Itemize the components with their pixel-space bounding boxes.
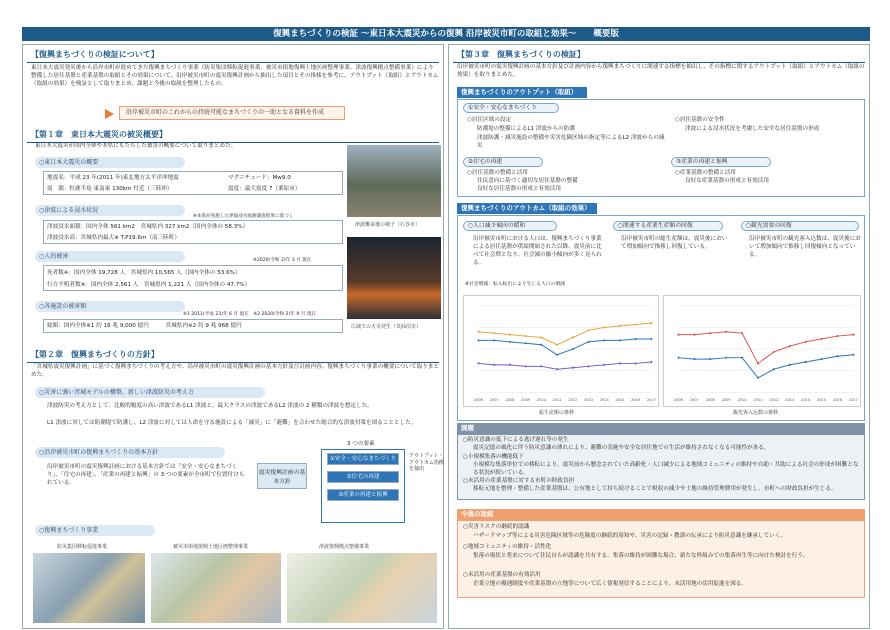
flood-row-1: 津波浸水面積：国内全体 561 km2 宮城県内 327 km2（国内全体の 58.3%） <box>47 224 249 230</box>
element-1: ①安全・安心なまちづくり <box>327 453 399 465</box>
output-3-sub: ○産業基盤の整備と活用 <box>675 170 736 176</box>
data-point <box>572 336 574 338</box>
data-point <box>836 355 838 357</box>
x-tick-label: 2006 <box>474 398 483 403</box>
future-2-heading: ○地域コミュニティの維持・活性化 <box>463 544 552 550</box>
data-point <box>540 336 542 338</box>
data-point <box>540 365 542 367</box>
x-tick-label: 2013 <box>785 398 795 403</box>
issue-1-heading: ○防災意識の低下による逃げ遅れ等の発生 <box>463 437 569 443</box>
output-3-heading: ③産業の再建と振興 <box>671 157 771 167</box>
chart-tourism-label: 観光客入込数の推移 <box>733 410 779 416</box>
data-point <box>789 364 791 366</box>
flood-heading: ○津波による浸水状況 <box>35 205 185 216</box>
human-row-1: 死者数※：国内全体 19,728 人 宮城県内 10,565 人（国内全体の 53.6%） <box>47 270 241 276</box>
overview-row-2b: 震度：最大震度 7（栗原市） <box>228 186 301 192</box>
x-tick-label: 2010 <box>737 398 747 403</box>
future-3-bullet: 企業立地の優遇制度や産業基盤の立地等について広く情報発信することにより、未活用地の活用促進を図る。 <box>473 581 747 587</box>
output-3-bullet: 良好な産業基盤の形成と有効活用 <box>685 178 769 184</box>
outcome-1-heading: ○人口減少傾向の緩和 <box>463 221 557 231</box>
data-point <box>820 338 822 340</box>
right-column <box>448 44 870 629</box>
project-3-image <box>287 553 437 623</box>
data-point <box>477 339 479 341</box>
data-point <box>635 323 637 325</box>
data-point <box>540 344 542 346</box>
x-tick-label: 2007 <box>689 398 699 403</box>
outcome-3-bullet: 沿岸被災市町の観光客入込数は、震災後において増加傾向で推移し回復傾向となっている。 <box>749 236 861 258</box>
intro-text: 東日本大震災発災後から沿岸市町が進めてきた復興まちづくり事業（防災集団移転促進事業、被災市街地復興土地区画整理事業、津波復興拠点整備事業）により整備した居住基盤と産業基盤の取組とその効果について、沿岸被災市町の震災復興計画から抽出した項目とその推移を参考に、アウトプット（取組）とアウトカム（取組の効果）を検証として取りまとめ、課題と今後の取組を整理したもの。 <box>31 65 439 87</box>
flood-row-2: 津波浸水高：宮城県内最大※ T.P19.6m（南三陸町） <box>47 235 180 241</box>
human-note: ※2020(令和 2)年 3 月 現在 <box>253 258 312 263</box>
x-tick-label: 2006 <box>674 398 683 403</box>
project-3-label: 津波復興拠点整備事業 <box>319 544 370 550</box>
x-tick-label: 2014 <box>599 398 609 403</box>
data-point <box>725 331 727 333</box>
future-2-bullet: 集落の現状と将来について住民自らが認識を共有する。集落の維持が困難な場合、新たな枠組みでの集落再生等に向けた検討を行う。 <box>473 553 809 559</box>
data-point <box>650 338 652 340</box>
ch2-heading: 【第２章 復興まちづくりの方針】 <box>27 347 439 363</box>
project-heading: ○復興まちづくり事業 <box>35 525 155 536</box>
x-tick-label: 2017 <box>646 398 656 403</box>
output-1-bullet-2: 津波防護・減災施設の整備や災害危険区域の指定等によるL2 津波からの減災 <box>477 135 665 149</box>
building-heading: ○各施設の被害額 <box>35 301 185 312</box>
data-point <box>525 365 527 367</box>
issue-3-heading: ○未活用の産業基盤に対する市町の財政負担 <box>463 478 575 484</box>
future-3-heading: ○未活用の産業基盤の有効活用 <box>463 572 541 578</box>
data-point <box>603 339 605 341</box>
x-tick-label: 2009 <box>721 398 731 403</box>
output-2-heading: ②住宅の再建 <box>463 157 543 167</box>
overview-heading: ○東日本大震災の概要 <box>35 157 185 168</box>
data-point <box>677 357 679 359</box>
outcome-1-note: ※社会増減：転入転出により生じる人口の増減 <box>465 282 565 287</box>
human-box <box>43 265 343 291</box>
project-1-label: 防災集団移転促進事業 <box>57 544 108 550</box>
outcome-bar: 復興まちづくりのアウトカム（取組の効果） <box>457 203 597 214</box>
building-box <box>43 319 343 333</box>
data-point <box>572 348 574 350</box>
data-point <box>773 351 775 353</box>
data-point <box>650 361 652 363</box>
output-bar: 復興まちづくりのアウトプット（取組） <box>457 87 587 98</box>
data-point <box>493 332 495 334</box>
data-point <box>619 362 621 364</box>
data-point <box>493 339 495 341</box>
output-1-heading: ①安全・安心なまちづくり <box>463 103 559 113</box>
x-tick-label: 2012 <box>769 398 779 403</box>
elements-output: アウトプット・アウトカム指標を抽出 <box>409 453 444 472</box>
issue-3-bullet: 移転元地を整理・整備した産業基盤は、公有地として持ち続けることで税収の減少や土地の維持管理費用が発生し、市町への財政負担が生じる。 <box>473 486 837 492</box>
output-1-sub: ○居住区域の設定 <box>467 117 512 123</box>
data-point <box>509 364 511 366</box>
data-point <box>693 358 695 360</box>
building-row-1: 総額：国内全体※1 約 16 兆 9,000 億円 宮城県内※2 約 9 兆 968 億円 <box>47 323 242 329</box>
issue-2-heading: ○小規模集落の機能低下 <box>463 454 524 460</box>
project-2-image <box>151 553 281 623</box>
element-2: ②住宅の再建 <box>327 471 399 483</box>
data-point <box>493 364 495 366</box>
overview-row-1b: マグニチュード：Mw9.0 <box>228 175 291 181</box>
data-point <box>852 354 854 356</box>
data-point <box>852 334 854 336</box>
data-point <box>587 341 589 343</box>
data-point <box>709 358 711 360</box>
data-point <box>820 358 822 360</box>
outcome-3-heading: ○観光需要の回復 <box>741 221 859 231</box>
x-tick-label: 2017 <box>848 398 858 403</box>
ch1-text: 東日本大震災が国内全体や本県にもたらした被害の概要について取りまとめた。 <box>35 143 237 149</box>
ch2-text: 「宮城県震災復興計画」に基づく復興まちづくりの考え方や、沿岸被災市町の震災復興計画の基本方針及び計画内容、復興まちづくり事業の概要について取りまとめた。 <box>31 364 440 378</box>
data-point <box>556 344 558 346</box>
future-1-bullet: ハザードマップ等による災害危険区域等の危険度の継続的周知や、災害の記録・教訓の伝承により防災意識を継承していく。 <box>473 533 786 539</box>
basic-bullet: 沿岸被災市町の震災復興計画における基本方針では「安全・安心なまちづくり」、「住宅の再建」、「産業の再建と振興」の 3 つの要素が全市町で位置付けられている。 <box>47 464 245 486</box>
data-point <box>805 341 807 343</box>
data-point <box>650 322 652 324</box>
building-note: ※1 2011(平成 23)年 6 月 現在 ※2 2020(令和 2)年 9 月 現在 <box>183 312 317 317</box>
flood-box <box>43 220 343 244</box>
x-tick-label: 2009 <box>521 398 531 403</box>
data-point <box>509 334 511 336</box>
data-point <box>757 377 759 379</box>
data-point <box>525 335 527 337</box>
basic-heading: ○沿岸被災市町の復興まちづくりの基本方針 <box>35 447 225 458</box>
future-bar: 今後の取組 <box>457 509 865 520</box>
page-title: 復興まちづくりの検証 ～東日本大震災からの復興 沿岸被災市町の取組と効果～ 概要版 <box>22 27 870 41</box>
x-tick-label: 2011 <box>753 398 763 403</box>
overview-box <box>43 171 343 195</box>
photo-fire <box>347 237 441 319</box>
x-tick-label: 2014 <box>801 398 811 403</box>
issue-bar: 課題 <box>457 423 865 434</box>
overview-row-2: 震 源：牡鹿半島 東南東 130km 付近（三陸沖） <box>47 186 173 192</box>
data-point <box>836 335 838 337</box>
x-tick-label: 2007 <box>489 398 499 403</box>
human-row-2: 行方不明者数※：国内全体 2,561 人 宮城県内 1,221 人（国内全体の 47.7%） <box>47 282 251 288</box>
x-tick-label: 2012 <box>568 398 578 403</box>
project-1-image <box>33 553 145 623</box>
x-tick-label: 2008 <box>505 398 515 403</box>
human-heading: ○人的被害 <box>35 251 185 262</box>
chart-tourism <box>663 295 861 407</box>
issue-2-bullet: 小規模な集落単位での移転により、震災前から懸念されていた高齢化・人口減少による地域コミュニティの維持や自助・共助による社会の形成が困難となる状況が続いている。 <box>473 462 859 476</box>
data-point <box>619 339 621 341</box>
output-1-bullet-1: 防潮堤の整備によるL1 津波からの防護 <box>477 126 575 132</box>
chart-production-label: 総生産額の推移 <box>539 410 575 416</box>
data-point <box>477 362 479 364</box>
data-point <box>741 332 743 334</box>
data-point <box>805 361 807 363</box>
output-2-sub: ○居住基盤の整備と活用 <box>467 170 528 176</box>
outcome-2-bullet: 沿岸被災市町の総生産額は、震災後において増加傾向で推移し回復している。 <box>621 236 728 250</box>
series-line-3 <box>479 362 652 369</box>
photo-fire-caption: 広域での火災発生（気仙沼市） <box>351 324 422 330</box>
data-point <box>556 354 558 356</box>
data-point <box>725 357 727 359</box>
data-point <box>572 367 574 369</box>
data-point <box>773 368 775 370</box>
data-point <box>603 364 605 366</box>
output-2-bullet-1: 住民意向に基づく適切な居住基盤の整備 <box>477 178 578 184</box>
photo-tsunami <box>347 145 441 217</box>
ch1-heading: 【第１章 東日本大震災の被災概要】 <box>27 127 439 143</box>
x-tick-label: 2008 <box>705 398 715 403</box>
data-point <box>509 341 511 343</box>
outcome-2-heading: ○関連する産業生産額の回復 <box>613 221 723 231</box>
data-point <box>477 331 479 333</box>
output-1-right-sub: ○居住基盤の安全性 <box>675 117 725 123</box>
intro-heading: 【復興まちづくりの検証について】 <box>27 47 439 63</box>
data-point <box>677 334 679 336</box>
data-point <box>525 342 527 344</box>
arrow-right-icon <box>105 109 114 119</box>
x-tick-label: 2010 <box>536 398 546 403</box>
data-point <box>587 365 589 367</box>
policy-bullet-1: 津波防災の考え方として、比較的頻度の高い津波であるL1 津波と、最大クラスの津波であるL2 津波の 2 種類の津波を想定した。 <box>47 403 373 409</box>
data-point <box>635 338 637 340</box>
data-point <box>556 368 558 370</box>
issue-1-bullet: 震災記憶の風化に伴う防災意識の薄れにより、避難の実施や安全な居住地での生活が維持されなくなる可能性がある。 <box>473 445 770 451</box>
element-3: ③産業の再建と振興 <box>327 489 399 501</box>
output-1-right-bullet: 津波による浸水状況を考慮した安全な居住基盤の形成 <box>685 126 820 132</box>
flood-note: ※本県が実施した津波浸水痕跡調査結果に基づく <box>193 214 294 219</box>
data-point <box>603 326 605 328</box>
x-tick-label: 2015 <box>615 398 625 403</box>
x-tick-label: 2011 <box>552 398 562 403</box>
x-tick-label: 2016 <box>631 398 641 403</box>
data-point <box>635 362 637 364</box>
elements-source: 震災復興計画の基本方針 <box>257 463 307 489</box>
x-tick-label: 2015 <box>817 398 827 403</box>
elements-title: 3 つの要素 <box>347 441 375 447</box>
data-point <box>619 325 621 327</box>
chart-production <box>463 295 659 407</box>
data-point <box>693 334 695 336</box>
data-point <box>757 362 759 364</box>
outcome-1-bullet: 沿岸被災市町における人口は、復興まちづくり事業による居住基盤が供給開始された以降、震災前に比べて社会増となり、社会減の縮小傾向が多く見られる。 <box>473 236 602 266</box>
policy-bullet-2: L1 津波に対しては防潮堤で防護し、L2 津波に対しては人命を守る施設による「減災」に「避難」を合わせた総合的な津波対策を図ることとした。 <box>47 420 417 426</box>
ch3-heading: 【第３章 復興まちづくりの検証】 <box>453 47 865 63</box>
policy-heading: ○災害に強い宮城モデルの構築、新しい津波防災の考え方 <box>35 387 265 398</box>
photo-tsunami-caption: 津波襲来後の様子（石巻市） <box>355 222 421 228</box>
output-2-bullet-2: 良好な居住基盤の形成と有効活用 <box>477 186 561 192</box>
data-point <box>789 345 791 347</box>
data-point <box>741 357 743 359</box>
project-2-label: 被災市街地復興土地区画整理事業 <box>173 544 249 550</box>
ch3-text: 沿岸被災市町の震災復興計画の基本方針及び計画内容から復興まちづくりに関連する指標を抽出し、その指標に関するアウトプット（取組）とアウトカム（取組の効果）を取りまとめた。 <box>457 64 865 78</box>
data-point <box>709 332 711 334</box>
intro-pill: 沿岸被災市町のこれからの持続可能なまちづくりの一助となる資料を作成 <box>119 106 345 120</box>
x-tick-label: 2013 <box>584 398 593 403</box>
overview-row-1: 地震名：平成 23 年(2011 年)東北地方太平洋沖地震 <box>47 175 179 181</box>
x-tick-label: 2016 <box>832 398 842 403</box>
data-point <box>587 329 589 331</box>
left-column <box>22 44 444 629</box>
future-1-heading: ○災害リスクの継続的認識 <box>463 524 530 530</box>
